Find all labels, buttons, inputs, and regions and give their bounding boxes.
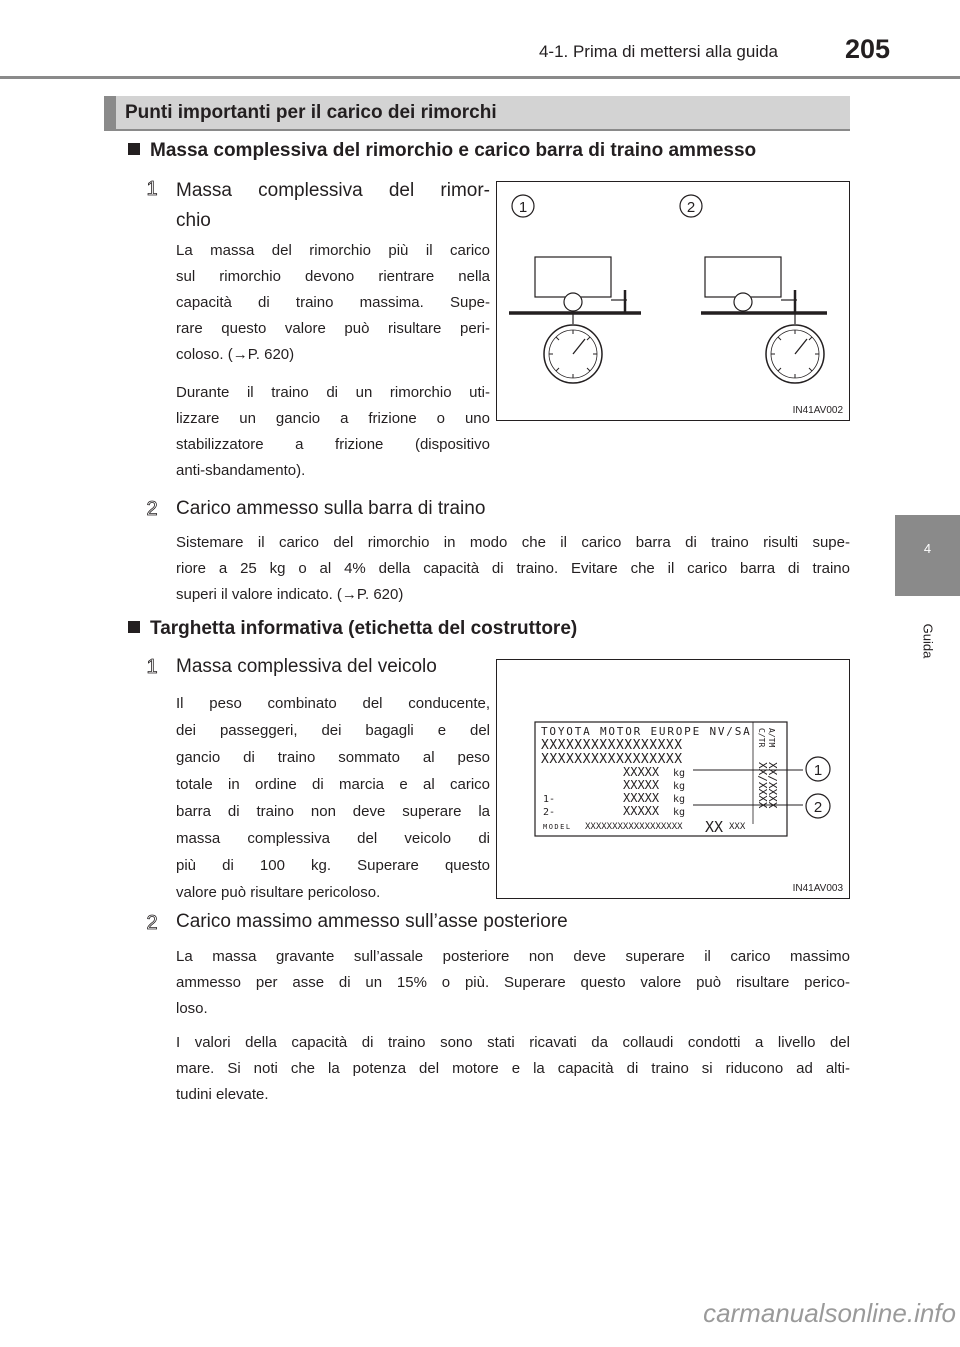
plate-maker: TOYOTA MOTOR EUROPE NV/SA [541, 725, 752, 738]
number-2-icon [142, 910, 162, 934]
chapter-label: Guida [920, 623, 935, 659]
page-number: 205 [844, 34, 890, 64]
plate-model-xx: XX [705, 818, 724, 836]
block1-item1-para2 [176, 380, 490, 484]
callout-2-label: 2 [813, 799, 823, 816]
number-1-text: 1 [146, 178, 158, 200]
plate-weight-combined: XXXXX [623, 778, 660, 792]
para-line: tudini elevate. [176, 1086, 269, 1103]
block2-heading [128, 618, 577, 640]
plate-weight-total: XXXXX [623, 765, 660, 779]
block2-item2-para2 [176, 1030, 850, 1108]
block1-item1-para1 [176, 238, 490, 368]
para-line: stabilizzatore a frizione (dispositivo [176, 436, 490, 453]
section-title-box [104, 96, 850, 130]
chapter-tab [895, 515, 960, 596]
para-line: lizzare un gancio a frizione o uno [176, 410, 490, 427]
para-line: Sistemare il carico del rimorchio in modo che il carico barra di traino risulti supe- [176, 534, 850, 551]
number-2-text: 2 [146, 498, 158, 520]
para-line: superi il valore indicato. (→P. 620) [176, 586, 404, 603]
para-line: totale in ordine di marcia e al carico [176, 776, 490, 793]
para-line: rare questo valore può risultare peri- [176, 320, 490, 337]
para-line: I valori della capacità di traino sono stati ricavati da collaudi condotti a livello del [176, 1034, 850, 1051]
callout-1-label: 1 [518, 199, 528, 216]
block1-heading [128, 140, 756, 162]
plate-unit-combined: kg [673, 781, 686, 792]
block1-item1-title-line1: Massa complessiva del rimor- [176, 180, 490, 201]
plate-unit-axle2: kg [673, 807, 686, 818]
plate-axle1-label: 1- [543, 794, 556, 805]
callout-1-label: 1 [813, 762, 823, 779]
para-line: massa complessiva del veicolo di [176, 830, 490, 847]
chapter-label-container [895, 596, 960, 686]
callout-2-label: 2 [686, 199, 696, 216]
plate-col2-value: XX/XXXX [766, 762, 779, 809]
number-2-text: 2 [146, 912, 158, 934]
para-line: anti-sbandamento). [176, 462, 306, 479]
block2-item1-title: Massa complessiva del veicolo [176, 656, 437, 677]
block1-item2-para [176, 530, 850, 608]
para-line: Durante il traino di un rimorchio uti- [176, 384, 490, 401]
block2-item2-title: Carico massimo ammesso sull’asse posteriore [176, 911, 568, 932]
number-1-icon [142, 654, 162, 678]
watermark: carmanualsonline.info [703, 1298, 956, 1328]
plate-weight-axle2: XXXXX [623, 804, 660, 818]
block1-item1-title-line2: chio [176, 210, 211, 231]
number-1-text: 1 [146, 656, 158, 678]
trailer-body-left [535, 257, 611, 297]
para-line: più di 100 kg. Superare questo [176, 857, 490, 874]
para-line: coloso. (→P. 620) [176, 346, 295, 363]
para-line: barra di traino non deve superare la [176, 803, 490, 820]
plate-weight-axle1: XXXXX [623, 791, 660, 805]
number-1-icon [142, 176, 162, 200]
header-rule [0, 76, 960, 79]
para-line: sul rimorchio devono rientrare nella [176, 268, 490, 285]
block2-heading-text: Targhetta informativa (etichetta del costruttore) [150, 618, 578, 639]
figure-code: IN41AV002 [792, 405, 843, 416]
figure-manufacturer-plate [496, 659, 850, 899]
trailer-wheel-right [734, 293, 752, 311]
plate-axle2-label: 2- [543, 807, 556, 818]
plate-line2: XXXXXXXXXXXXXXXXX [541, 752, 683, 767]
para-line: capacità di traino massima. Supe- [176, 294, 490, 311]
plate-model-label: MODEL [543, 823, 572, 831]
section-rule [104, 129, 850, 131]
block1-item2-title: Carico ammesso sulla barra di traino [176, 498, 486, 519]
trailer-weight-diagram [497, 182, 849, 420]
para-line: dei passeggeri, dei bagagli e del [176, 722, 490, 739]
para-line: Il peso combinato del conducente, [176, 695, 490, 712]
plate-col1-label: C/TR [757, 728, 766, 748]
plate-model-tail: XXX [729, 822, 746, 832]
para-line: La massa gravante sull’assale posteriore non deve superare il carico massimo [176, 948, 850, 965]
plate-unit-total: kg [673, 768, 686, 779]
block1-heading-text: Massa complessiva del rimorchio e carico barra di traino ammesso [150, 140, 757, 161]
block2-item2-para1 [176, 944, 850, 1022]
square-bullet-icon [128, 143, 140, 155]
figure-trailer-weight [496, 181, 850, 421]
manufacturer-plate-diagram [497, 660, 849, 898]
para-line: loso. [176, 1000, 208, 1017]
plate-col2-label: A/TM [767, 728, 776, 748]
para-line: ammesso per asse di un 15% o più. Superare questo valore può risultare perico- [176, 974, 850, 991]
block1-item1-title [176, 176, 490, 236]
block2-item1-para [176, 690, 490, 906]
chapter-number: 4 [923, 541, 932, 556]
plate-unit-axle1: kg [673, 794, 686, 805]
square-bullet-icon [128, 621, 140, 633]
section-title: Punti importanti per il carico dei rimorchi [125, 102, 497, 123]
number-2-icon [142, 496, 162, 520]
trailer-wheel-left [564, 293, 582, 311]
para-line: gancio di traino sommato al peso [176, 749, 490, 766]
section-title-bar [104, 96, 116, 130]
trailer-body-right [705, 257, 781, 297]
figure-code: IN41AV003 [792, 883, 843, 894]
running-header: 4-1. Prima di mettersi alla guida [538, 42, 778, 61]
para-line: mare. Si noti che la potenza del motore e la capacità di traino si riducono ad alti- [176, 1060, 850, 1077]
para-line: riore a 25 kg o al 4% della capacità di traino. Evitare che il carico barra di traino [176, 560, 850, 577]
para-line: La massa del rimorchio più il carico [176, 242, 490, 259]
plate-model-value: XXXXXXXXXXXXXXXXXX [585, 822, 683, 832]
plate-line1: XXXXXXXXXXXXXXXXX [541, 738, 683, 753]
para-line: valore può risultare pericoloso. [176, 884, 381, 901]
plate-col1-value: XX/XXXX [756, 762, 769, 809]
